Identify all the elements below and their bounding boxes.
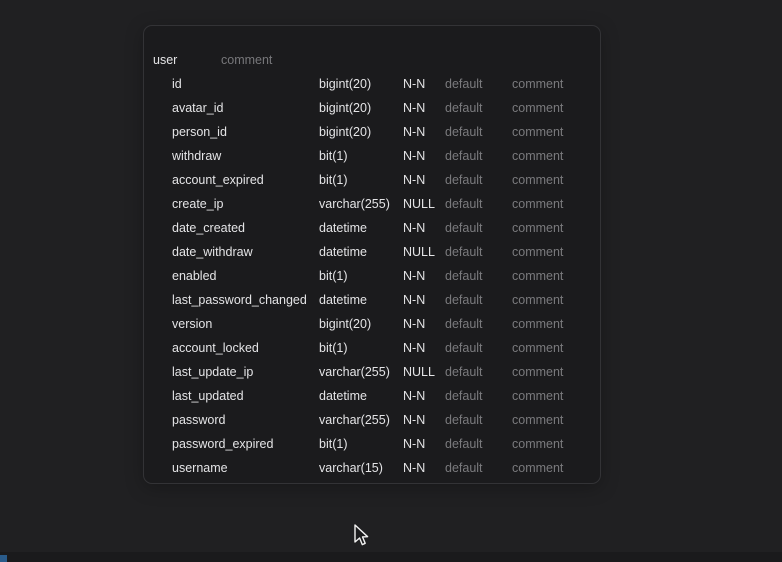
table-row[interactable]	[144, 192, 600, 216]
table-row[interactable]	[144, 264, 600, 288]
column-type: datetime	[319, 389, 367, 403]
column-name: id	[172, 77, 182, 91]
column-default-placeholder[interactable]: default	[445, 221, 483, 235]
column-nullability: N-N	[403, 101, 426, 115]
column-comment-placeholder[interactable]: comment	[512, 341, 564, 355]
column-nullability: N-N	[403, 389, 426, 403]
column-name: account_locked	[172, 341, 259, 355]
column-nullability: N-N	[403, 77, 426, 91]
column-comment-placeholder[interactable]: comment	[512, 317, 564, 331]
column-comment-placeholder[interactable]: comment	[512, 389, 564, 403]
table-row[interactable]	[144, 456, 600, 480]
column-default-placeholder[interactable]: default	[445, 269, 483, 283]
table-name[interactable]: user	[153, 53, 178, 67]
column-comment-placeholder[interactable]: comment	[512, 221, 564, 235]
column-default-placeholder[interactable]: default	[445, 317, 483, 331]
column-default-placeholder[interactable]: default	[445, 101, 483, 115]
table-row[interactable]	[144, 144, 600, 168]
mouse-cursor-icon	[351, 523, 371, 549]
column-name: password	[172, 413, 226, 427]
column-type: bigint(20)	[319, 101, 372, 115]
column-type: bit(1)	[319, 173, 348, 187]
column-type: bit(1)	[319, 437, 348, 451]
column-list	[144, 72, 600, 480]
column-comment-placeholder[interactable]: comment	[512, 437, 564, 451]
column-nullability: N-N	[403, 461, 426, 475]
column-nullability: N-N	[403, 293, 426, 307]
column-comment-placeholder[interactable]: comment	[512, 245, 564, 259]
column-type: bit(1)	[319, 269, 348, 283]
column-type: varchar(255)	[319, 413, 390, 427]
column-type: datetime	[319, 245, 367, 259]
column-type: datetime	[319, 221, 367, 235]
column-comment-placeholder[interactable]: comment	[512, 413, 564, 427]
column-type: varchar(255)	[319, 197, 390, 211]
table-row[interactable]	[144, 240, 600, 264]
column-default-placeholder[interactable]: default	[445, 245, 483, 259]
table-structure-panel	[143, 25, 601, 484]
column-type: bigint(20)	[319, 125, 372, 139]
table-row[interactable]	[144, 408, 600, 432]
column-comment-placeholder[interactable]: comment	[512, 173, 564, 187]
column-comment-placeholder[interactable]: comment	[512, 293, 564, 307]
column-comment-placeholder[interactable]: comment	[512, 101, 564, 115]
table-row[interactable]	[144, 120, 600, 144]
column-comment-placeholder[interactable]: comment	[512, 197, 564, 211]
table-row[interactable]	[144, 168, 600, 192]
column-nullability: N-N	[403, 221, 426, 235]
column-type: bit(1)	[319, 149, 348, 163]
table-row[interactable]	[144, 216, 600, 240]
column-default-placeholder[interactable]: default	[445, 293, 483, 307]
column-type: bigint(20)	[319, 77, 372, 91]
column-nullability: N-N	[403, 317, 426, 331]
column-default-placeholder[interactable]: default	[445, 197, 483, 211]
column-nullability: N-N	[403, 437, 426, 451]
column-type: varchar(15)	[319, 461, 383, 475]
column-comment-placeholder[interactable]: comment	[512, 125, 564, 139]
column-name: last_password_changed	[172, 293, 307, 307]
column-type: datetime	[319, 293, 367, 307]
column-name: date_withdraw	[172, 245, 253, 259]
column-comment-placeholder[interactable]: comment	[512, 269, 564, 283]
column-name: version	[172, 317, 213, 331]
column-name: create_ip	[172, 197, 224, 211]
column-default-placeholder[interactable]: default	[445, 149, 483, 163]
table-row[interactable]	[144, 360, 600, 384]
column-name: person_id	[172, 125, 227, 139]
column-nullability: N-N	[403, 173, 426, 187]
column-default-placeholder[interactable]: default	[445, 389, 483, 403]
bottom-bar	[0, 552, 782, 562]
column-nullability: N-N	[403, 341, 426, 355]
column-nullability: NULL	[403, 365, 435, 379]
table-row[interactable]	[144, 288, 600, 312]
table-row[interactable]	[144, 96, 600, 120]
column-name: username	[172, 461, 228, 475]
column-type: varchar(255)	[319, 365, 390, 379]
column-default-placeholder[interactable]: default	[445, 173, 483, 187]
table-header	[144, 48, 600, 72]
column-default-placeholder[interactable]: default	[445, 413, 483, 427]
table-comment-placeholder[interactable]: comment	[221, 53, 273, 67]
column-name: avatar_id	[172, 101, 224, 115]
table-row[interactable]	[144, 312, 600, 336]
column-name: enabled	[172, 269, 217, 283]
column-name: withdraw	[172, 149, 222, 163]
column-nullability: NULL	[403, 197, 435, 211]
bottom-left-accent	[0, 555, 7, 562]
column-name: account_expired	[172, 173, 264, 187]
table-row[interactable]	[144, 72, 600, 96]
column-nullability: N-N	[403, 269, 426, 283]
column-name: last_updated	[172, 389, 244, 403]
column-default-placeholder[interactable]: default	[445, 461, 483, 475]
column-type: bigint(20)	[319, 317, 372, 331]
column-default-placeholder[interactable]: default	[445, 125, 483, 139]
column-comment-placeholder[interactable]: comment	[512, 365, 564, 379]
column-default-placeholder[interactable]: default	[445, 437, 483, 451]
column-name: password_expired	[172, 437, 274, 451]
column-default-placeholder[interactable]: default	[445, 77, 483, 91]
table-row[interactable]	[144, 384, 600, 408]
table-row[interactable]	[144, 432, 600, 456]
column-nullability: N-N	[403, 149, 426, 163]
column-nullability: N-N	[403, 413, 426, 427]
column-default-placeholder[interactable]: default	[445, 365, 483, 379]
column-comment-placeholder[interactable]: comment	[512, 77, 564, 91]
column-nullability: N-N	[403, 125, 426, 139]
table-row[interactable]	[144, 336, 600, 360]
column-default-placeholder[interactable]: default	[445, 341, 483, 355]
column-nullability: NULL	[403, 245, 435, 259]
column-comment-placeholder[interactable]: comment	[512, 149, 564, 163]
column-name: date_created	[172, 221, 245, 235]
column-name: last_update_ip	[172, 365, 254, 379]
column-comment-placeholder[interactable]: comment	[512, 461, 564, 475]
column-type: bit(1)	[319, 341, 348, 355]
